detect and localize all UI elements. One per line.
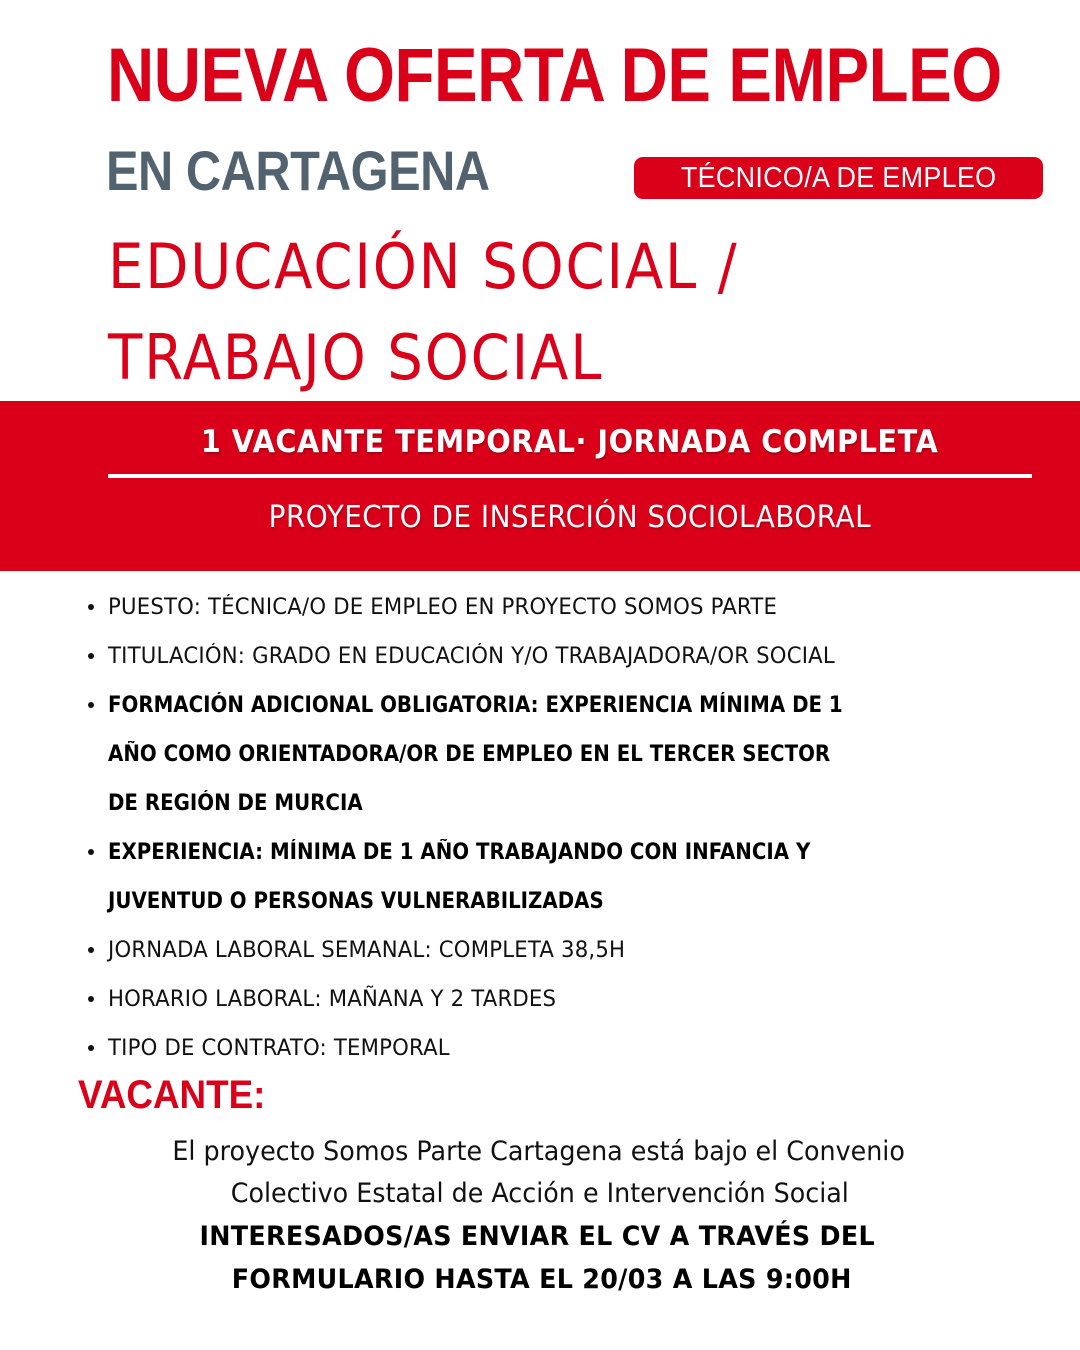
- requirement-text: HORARIO LABORAL: MAÑANA Y 2 TARDES: [108, 987, 557, 1012]
- job-role-badge-label: TÉCNICO/A DE EMPLEO: [680, 161, 997, 194]
- bullet-icon: [88, 604, 94, 610]
- bullet-icon: [88, 849, 94, 855]
- requirement-item-training: [0, 681, 1080, 730]
- bullet-icon: [88, 653, 94, 659]
- requirement-text: PUESTO: TÉCNICA/O DE EMPLEO EN PROYECTO SOMOS PARTE: [108, 595, 778, 620]
- cta-text: FORMULARIO HASTA EL 20/03 A LAS 9:00H: [232, 1264, 852, 1295]
- requirement-item-position: [0, 583, 1080, 632]
- call-to-action-line-1: [0, 1215, 1077, 1258]
- vacancy-label: VACANTE:: [78, 1073, 266, 1117]
- project-name-text: PROYECTO DE INSERCIÓN SOCIOLABORAL: [268, 500, 872, 535]
- requirement-text: TIPO DE CONTRATO: TEMPORAL: [108, 1036, 450, 1061]
- bullet-icon: [88, 996, 94, 1002]
- description-text: Colectivo Estatal de Acción e Intervención Social: [230, 1178, 850, 1209]
- requirements-list: [0, 583, 1080, 1073]
- description-line-1: [0, 1131, 1079, 1173]
- requirement-item-weekly-hours: [0, 926, 1080, 975]
- bullet-icon: [88, 702, 94, 708]
- job-role-badge: [634, 157, 1043, 199]
- description-text: El proyecto Somos Parte Cartagena está bajo el Convenio: [172, 1136, 906, 1167]
- requirement-item-experience-cont: [0, 877, 1080, 926]
- call-to-action-line-2: [2, 1258, 1080, 1301]
- location-heading: EN CARTAGENA: [106, 139, 490, 202]
- requirement-text: AÑO COMO ORIENTADORA/OR DE EMPLEO EN EL TERCER SECTOR: [108, 742, 831, 767]
- vacancy-headline-text: 1 VACANTE TEMPORAL· JORNADA COMPLETA: [201, 424, 939, 460]
- banner-divider: [108, 474, 1032, 478]
- requirement-text: FORMACIÓN ADICIONAL OBLIGATORIA: EXPERIENCIA MÍNIMA DE 1: [108, 693, 843, 718]
- bullet-icon: [88, 1045, 94, 1051]
- field-heading-line-2: TRABAJO SOCIAL: [108, 321, 604, 394]
- requirement-item-experience: [0, 828, 1080, 877]
- requirement-text: DE REGIÓN DE MURCIA: [108, 791, 363, 816]
- requirement-text: EXPERIENCIA: MÍNIMA DE 1 AÑO TRABAJANDO CON INFANCIA Y: [108, 840, 811, 865]
- project-name: [0, 500, 1080, 536]
- requirement-item-training-cont: [0, 730, 1080, 779]
- vacancy-headline: [0, 424, 1080, 460]
- bullet-icon: [88, 947, 94, 953]
- requirement-text: JORNADA LABORAL SEMANAL: COMPLETA 38,5H: [108, 938, 626, 963]
- requirement-item-training-cont: [0, 779, 1080, 828]
- page-title: NUEVA OFERTA DE EMPLEO: [107, 33, 1002, 118]
- field-heading-line-1: EDUCACIÓN SOCIAL /: [108, 230, 739, 303]
- requirement-item-contract-type: [0, 1024, 1080, 1073]
- requirement-text: JUVENTUD O PERSONAS VULNERABILIZADAS: [108, 889, 604, 914]
- description-line-2: [0, 1173, 1080, 1215]
- requirement-item-schedule: [0, 975, 1080, 1024]
- requirement-text: TITULACIÓN: GRADO EN EDUCACIÓN Y/O TRABAJADORA/OR SOCIAL: [108, 644, 835, 669]
- cta-text: INTERESADOS/AS ENVIAR EL CV A TRAVÉS DEL: [199, 1221, 875, 1252]
- requirement-item-degree: [0, 632, 1080, 681]
- vacancy-banner: [0, 401, 1080, 571]
